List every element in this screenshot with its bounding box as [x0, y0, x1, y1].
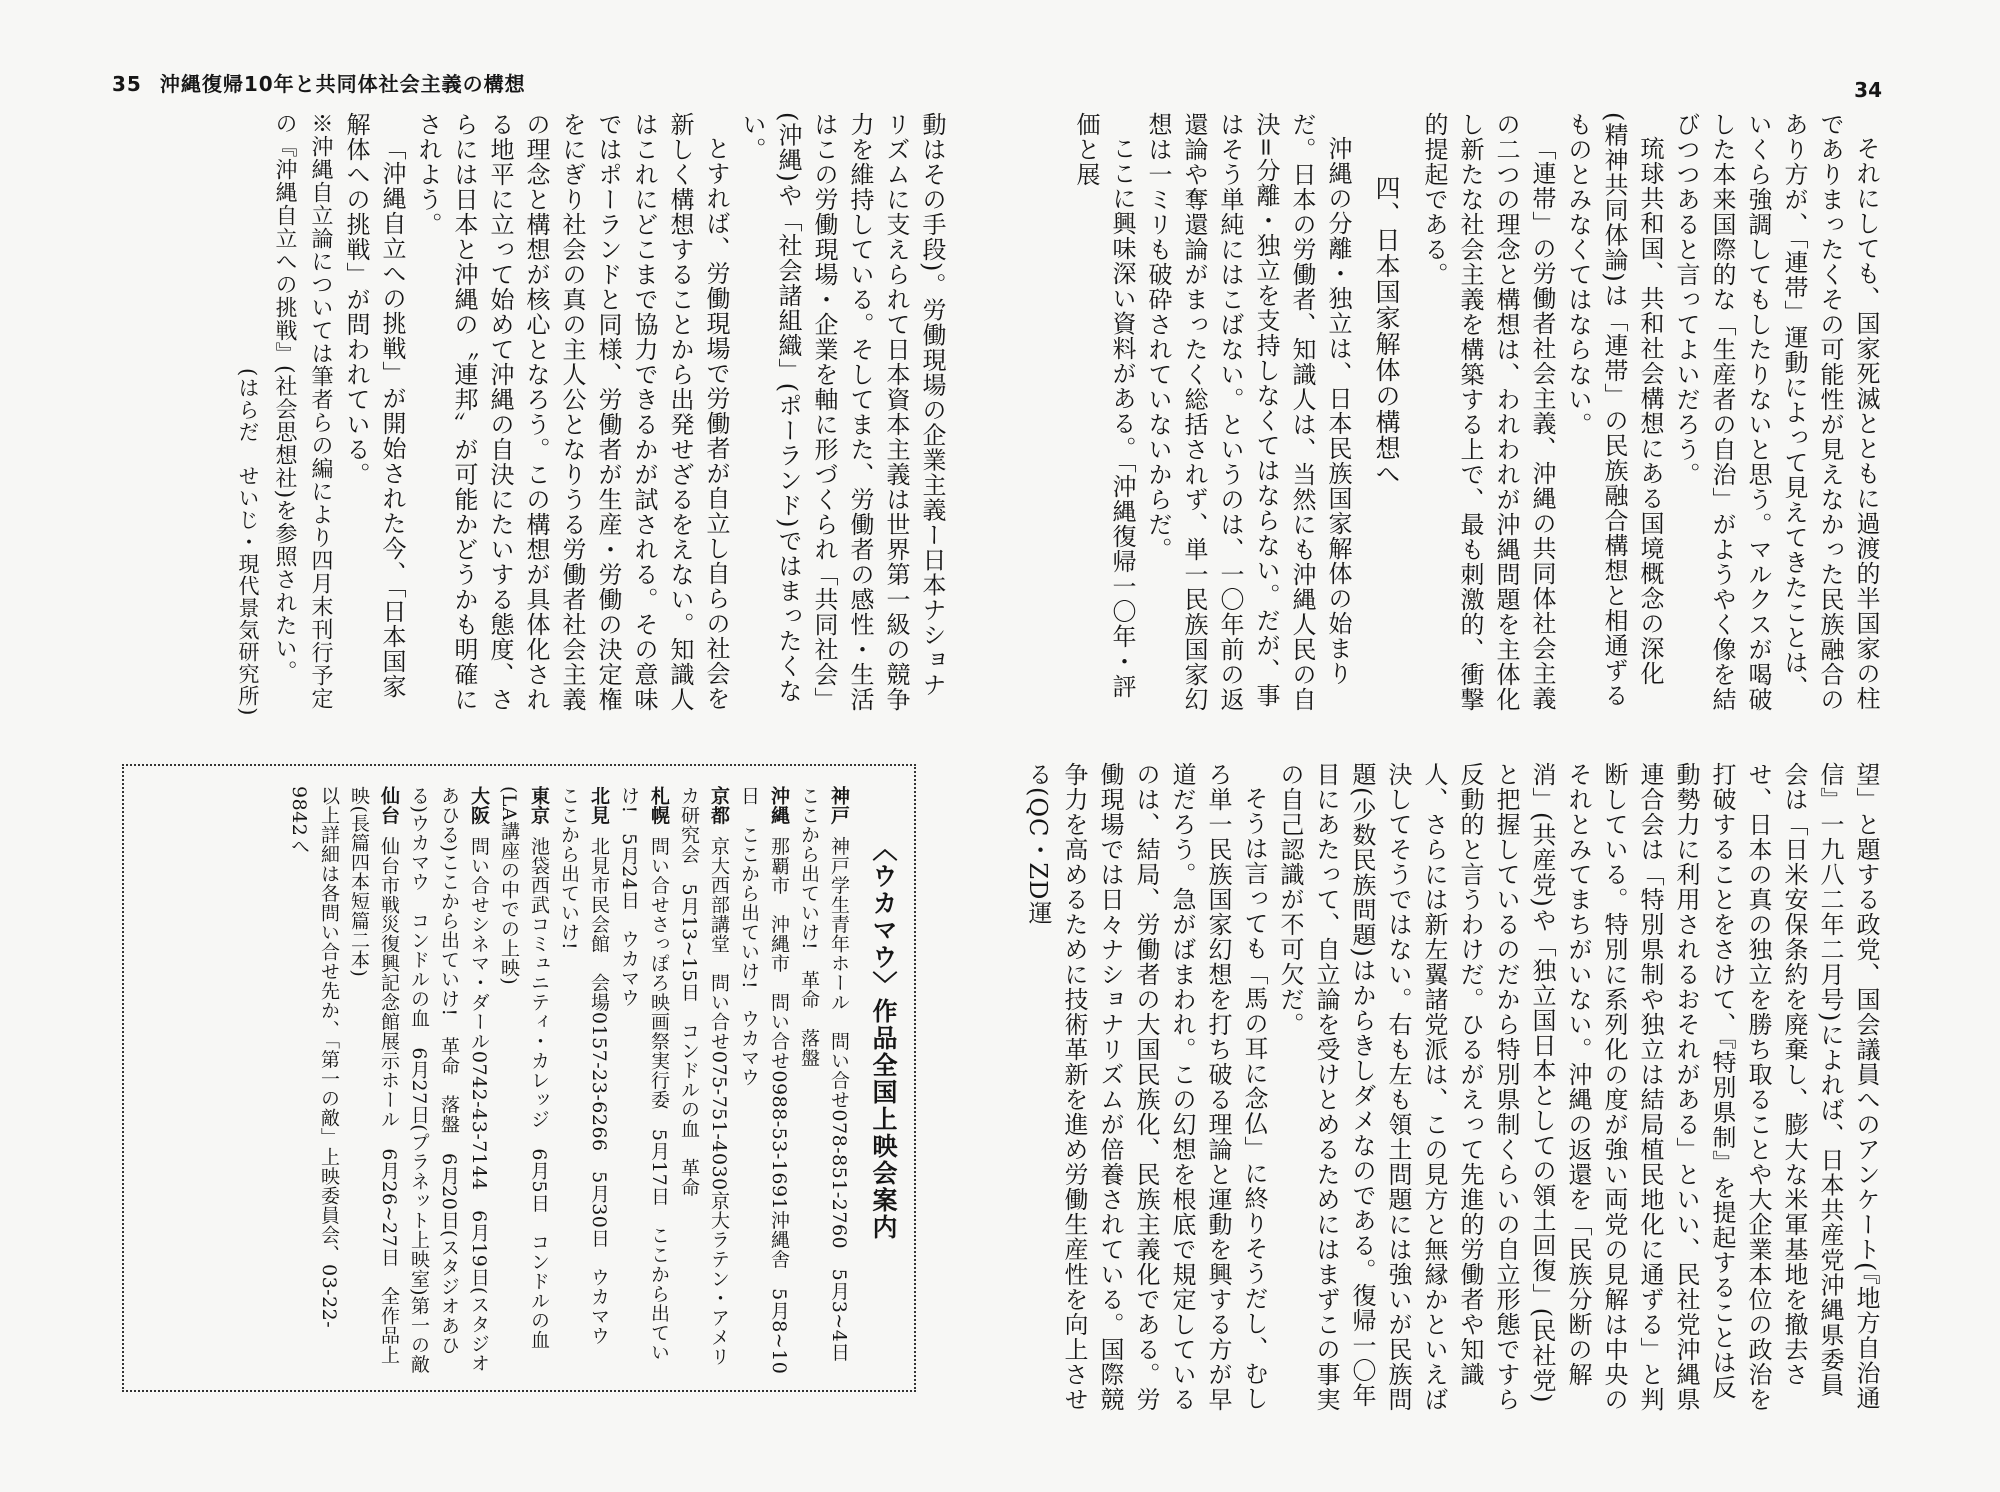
paragraph: それにしても、国家死滅とともに過渡的半国家の柱でありまったくその可能性が見えなかった民族融合のあり方が、「連帯」運動によって見えてきたことは、いくら強調してもしたりないと思う。マルクスが喝破した本来国際的な「生産者の自治」がようやく像を結びつつあると言ってよいだろう。	[1672, 112, 1880, 712]
running-head	[112, 68, 526, 97]
paragraph: とすれば、労働現場で労働者が自立し自らの社会を新しく構想することから出発せざるをえない。知識人はこれにどこまで協力できるかが試される。その意味ではポーランドと同様、労働者が生産・労働の決定権をにぎり社会の真の主人公となりうる労働者社会主義の理念と構想が核心となろう。この構想が具体化される地平に立って始めて沖縄の自決にたいする態度、さらには日本と沖縄の〝連邦〟が可能かどうかも明確にされよう。	[414, 112, 730, 712]
screening-info-text	[142, 786, 898, 1382]
screening-entry	[734, 786, 794, 1376]
screening-entry	[794, 786, 854, 1382]
city-name: 東京	[528, 786, 550, 825]
city-name: 京都	[708, 786, 730, 825]
entry-detail: 京大西部講堂 問い合せ075-751-4030京大ラテン・アメリカ研究会 5月13~15日 コンドルの血 革命	[678, 786, 730, 1367]
paragraph: 動はその手段)。労働現場の企業主義ー日本ナショナリズムに支えられて日本資本主義は世界第一級の競争力を維持している。そしてまた、労働者の感性・生活はこの労働現場・企業を軸に形づくられ「共同社会」(沖縄)や「社会諸組織」(ポーランド)ではまったくない。	[738, 112, 946, 712]
left-body-text	[236, 112, 950, 716]
screening-entry	[674, 786, 734, 1376]
screening-info-box	[122, 764, 916, 1392]
entry-detail: 問い合せシネマ・ダール0742-43-7144 6月19日(スタジオあひる)ここから出ていけ! 革命 落盤 6月20日(スタジオあひる)ウカマウ コンドルの血 6月27日(プラネット上映室)第一の敵	[408, 786, 490, 1375]
paragraph: そうは言っても「馬の耳に念仏」に終りそうだし、むしろ単一民族国家幻想を打ち破る理論と運動を興する方が早道だろう。急がばまわれ。この幻想を根底で規定しているのは、結局、労働者の大国民族化、民族主義化である。労働現場では日々ナショナリズムが倍養されている。国際競争力を高めるために技術革新を進め労働生産性を向上させる(QC・ZD運	[1024, 762, 1268, 1412]
entry-detail: 問い合せさっぽろ映画祭実行委 5月17日 ここから出ていけ! 5月24日 ウカマウ	[618, 786, 670, 1362]
page-number: 34	[1854, 78, 1882, 102]
running-title: 沖縄復帰10年と共同体社会主義の構想	[159, 72, 526, 96]
right-page	[1000, 0, 2000, 1492]
entry-detail: 池袋西武コミュニティ・カレッジ 6月5日 コンドルの血(LA講座の中での上映)	[498, 786, 550, 1350]
footnote: ※沖縄自立論については筆者らの編により四月末刊行予定の『沖縄自立への挑戦』(社会思想社)を参照されたい。	[272, 112, 333, 710]
screening-entry	[614, 786, 674, 1376]
paragraph: 沖縄の分離・独立は、日本民族国家解体の始まりだ。日本の労働者、知識人は、当然にも沖縄人民の自決=分離・独立を支持しなくてはならない。だが、事はそう単純にはこばない。というのは、一〇年前の返還論や奪還論がまったく総括されず、単一民族国家幻想は一ミリも破砕されていないからだ。	[1144, 112, 1352, 712]
screening-title: 〈ウカマウ〉作品全国上映会案内	[869, 836, 898, 1241]
screening-entry	[494, 786, 554, 1376]
screening-entry	[344, 786, 404, 1376]
city-name: 沖縄	[768, 786, 790, 825]
right-body-text-upper	[1072, 112, 1884, 716]
city-name: 北見	[588, 786, 610, 825]
right-body-text-lower	[1024, 762, 1884, 1412]
entry-detail: 神戸学生青年ホール 問い合せ078-851-2760 5月3~4日 ここから出ていけ! 革命 落盤	[798, 786, 850, 1382]
section-heading: 四、日本国家解体の構想へ	[1372, 174, 1401, 487]
entry-detail: 北見市民会館 会場0157-23-6266 5月30日 ウカマウ ここから出ていけ!	[558, 786, 610, 1365]
page-number: 35	[112, 72, 142, 96]
city-name: 神戸	[828, 786, 850, 825]
screening-entry	[554, 786, 614, 1376]
entry-detail: 那覇市 沖縄市 問い合せ0988-53-1691沖縄舎 5月8~10日 ここから出ていけ! ウカマウ	[738, 786, 790, 1375]
screening-entry	[404, 786, 494, 1376]
paragraph: ここに興味深い資料がある。「沖縄復帰一〇年・評価と展	[1072, 112, 1136, 699]
entry-detail: 仙台市戦災復興記念館展示ホール 6月26~27日 全作品上映(長篇四本短篇二本)	[348, 786, 400, 1365]
paragraph: 琉球共和国、共和社会構想にある国境概念の深化(精神共同体論)は「連帯」の民族融合構想と相通ずるものとみなくてはならない。	[1564, 112, 1664, 708]
paragraph: 「沖縄自立への挑戦」が開始された今、「日本国家解体への挑戦」が問われている。	[342, 112, 406, 699]
paragraph: 望」と題する政党、国会議員へのアンケート(『地方自治通信』一九八二年二月号)によれば、日本共産党沖縄県委員会は「日米安保条約を廃棄し、膨大な米軍基地を撤去させ、日本の真の独立を勝ち取ることや大企業本位の政治を打破することをさけて、『特別県制』を提起することは反動勢力に利用されるおそれがある」といい、民社党沖縄県連合会は「特別県制や独立は結局植民地化に通ずる」と判断している。特別に系列化の度が強い両党の見解は中央のそれとみてまちがいない。沖縄の返還を「民族分断の解消」(共産党)や「独立国日本としての領土回復」(民社党)と把握しているのだから特別県制くらいの自立形態ですら反動的と言うわけだ。ひるがえって先進的労働者や知識人、さらには新左翼諸党派は、この見方と無縁かといえば決してそうではない。右も左も領土問題には強いが民族問題(少数民族問題)はからきしダメなのである。復帰一〇年目にあたって、自立論を受けとめるためにはまずこの事実の自己認識が不可欠だ。	[1276, 762, 1880, 1412]
city-name: 仙台	[378, 786, 400, 825]
city-name: 札幌	[648, 786, 670, 825]
paragraph: 「連帯」の労働者社会主義、沖縄の共同体社会主義の二つの理念と構想は、われわれが沖縄問題を主体化し新たな社会主義を構築する上で、最も刺激的、衝撃的提起である。	[1420, 112, 1556, 712]
author-signature: (はらだ せいじ・現代景気研究所)	[236, 367, 260, 716]
city-name: 大阪	[468, 786, 490, 825]
screening-footer: 以上詳細は各問い合せ先か、「第一の敵」上映委員会、03-22-9842へ	[288, 786, 340, 1329]
